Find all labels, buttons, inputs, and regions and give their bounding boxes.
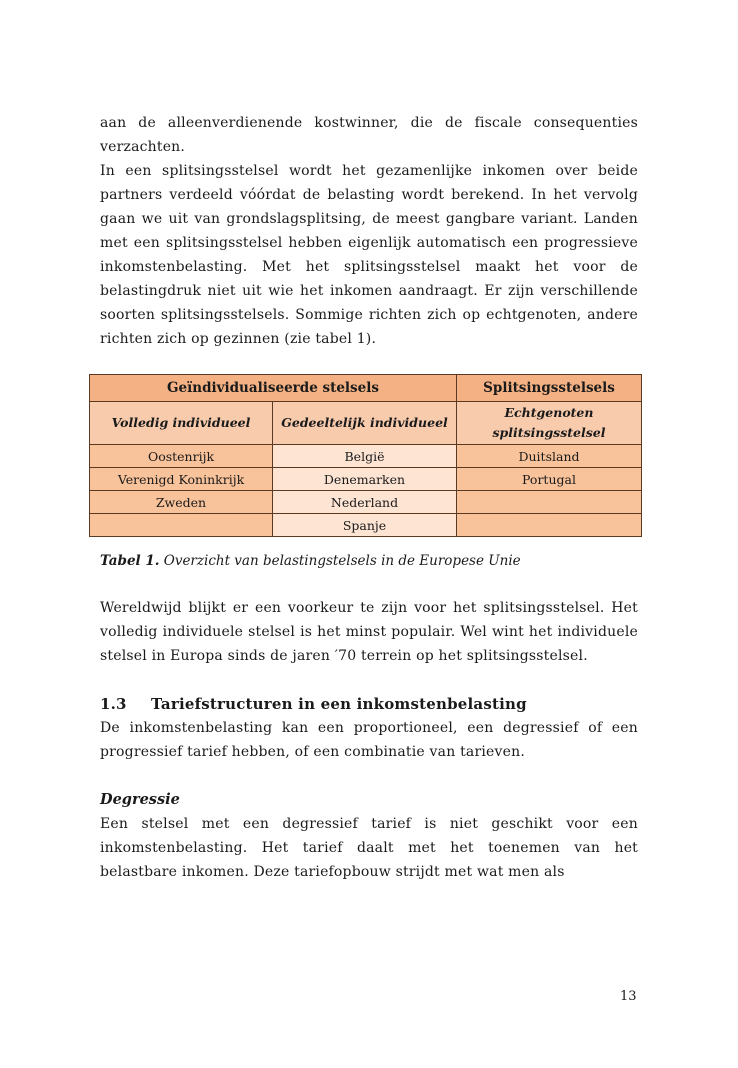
table-cell: Oostenrijk: [90, 445, 273, 468]
table-subheader-row: [90, 402, 642, 445]
subheader-volledig: Volledig individueel: [90, 402, 273, 445]
spacer: [100, 668, 638, 692]
section-heading: [100, 692, 638, 716]
table-cell: Portugal: [457, 468, 642, 491]
subheader-echtgenoten: [457, 402, 642, 445]
paragraph-wereldwijd: Wereldwijd blijkt er een voorkeur te zijn voor het splitsingsstelsel. Het volledig individuele stelsel is het minst populair. Wel wint het individuele stelsel in Europa sinds de jaren ′70 terrein op het splitsingsstelsel.: [100, 600, 638, 664]
table-cell: Zweden: [90, 491, 273, 514]
page-content: [100, 111, 638, 884]
section-title: Tariefstructuren in een inkomstenbelasting: [151, 695, 527, 713]
table-row: [90, 491, 642, 514]
table-cell: België: [273, 445, 457, 468]
table-row: [90, 445, 642, 468]
table-caption: [100, 550, 638, 572]
table-cell: Denemarken: [273, 468, 457, 491]
table-cell: Spanje: [273, 514, 457, 537]
spacer: [100, 764, 638, 788]
table-row: [90, 468, 642, 491]
table-cell: [457, 514, 642, 537]
table-cell: Verenigd Koninkrijk: [90, 468, 273, 491]
table-cell: [457, 491, 642, 514]
section-number: 1.3: [100, 695, 127, 713]
paragraph-splitsingsstelsel: In een splitsingsstelsel wordt het gezamenlijke inkomen over beide partners verdeeld vóórdat de belasting wordt berekend. In het vervolg gaan we uit van grondslagsplitsing, de meest gangbare variant. Landen met een splitsingsstelsel hebben eigenlijk automatisch een progressieve inkomstenbelasting. Met het splitsingsstelsel maakt het voor de belastingdruk niet uit wie het inkomen aandraagt. Er zijn verschillende soorten splitsingsstelsels. Sommige richten zich op echtgenoten, andere richten zich op gezinnen (zie tabel 1).: [100, 163, 638, 347]
subheading-degressie: Degressie: [100, 791, 180, 808]
caption-label: Tabel 1.: [100, 553, 160, 569]
spacer: [100, 572, 638, 596]
page-number: 13: [620, 989, 637, 1004]
paragraph-tariefstructuren: De inkomstenbelasting kan een proportioneel, een degressief of een progressief tarief hebben, of een combinatie van tarieven.: [100, 720, 638, 760]
table-cell: [90, 514, 273, 537]
subheader-gedeeltelijk: Gedeeltelijk individueel: [273, 402, 457, 445]
table-cell: Nederland: [273, 491, 457, 514]
table-row: [90, 514, 642, 537]
header-splitsingsstelsels: Splitsingsstelsels: [457, 375, 642, 402]
paragraph-intro: aan de alleenverdienende kostwinner, die de fiscale consequenties verzachten.: [100, 115, 638, 155]
caption-text: Overzicht van belastingstelsels in de Europese Unie: [163, 553, 521, 569]
table-cell: Duitsland: [457, 445, 642, 468]
belastingstelsels-table: [89, 374, 642, 537]
table-header-row: [90, 375, 642, 402]
subheader-echtgenoten-line2: splitsingsstelsel: [492, 425, 606, 440]
header-geindividualiseerd: Geïndividualiseerde stelsels: [90, 375, 457, 402]
subheader-echtgenoten-line1: Echtgenoten: [504, 405, 594, 420]
paragraph-degressie: Een stelsel met een degressief tarief is niet geschikt voor een inkomstenbelasting. Het tarief daalt met het toenemen van het belastbare inkomen. Deze tariefopbouw strijdt met wat men als: [100, 816, 638, 880]
